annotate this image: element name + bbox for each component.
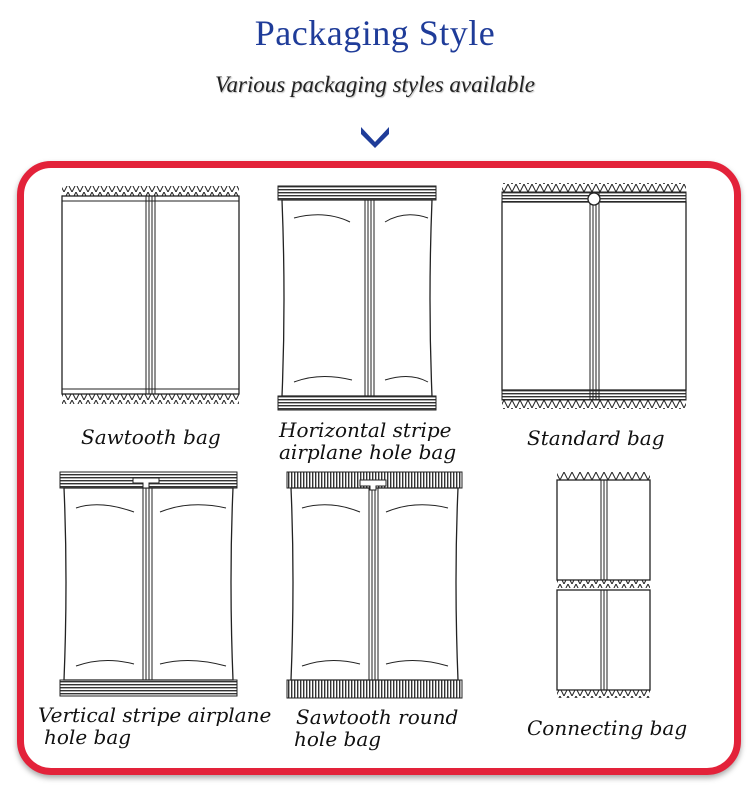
bag-vertical-stripe [60, 472, 237, 696]
page-title: Packaging Style [254, 13, 496, 53]
bag-sawtooth-round-hole [287, 472, 462, 698]
label-sawtooth-round-line1: Sawtooth round [296, 705, 459, 729]
label-standard-bag: Standard bag [527, 426, 665, 450]
bag-connecting [557, 472, 650, 698]
label-vertical-stripe-line2: hole bag [44, 725, 132, 749]
label-sawtooth-bag: Sawtooth bag [81, 425, 221, 449]
label-horizontal-stripe-line1: Horizontal stripe [279, 418, 452, 442]
page-subtitle: Various packaging styles available [214, 72, 536, 97]
label-horizontal-stripe-line2: airplane hole bag [279, 440, 457, 464]
label-connecting-bag: Connecting bag [527, 716, 688, 740]
bag-sawtooth [62, 186, 239, 404]
bag-horizontal-stripe [278, 186, 436, 410]
label-sawtooth-round-line2: hole bag [294, 727, 382, 751]
label-vertical-stripe-line1: Vertical stripe airplane [38, 703, 272, 727]
bag-standard [502, 183, 686, 409]
